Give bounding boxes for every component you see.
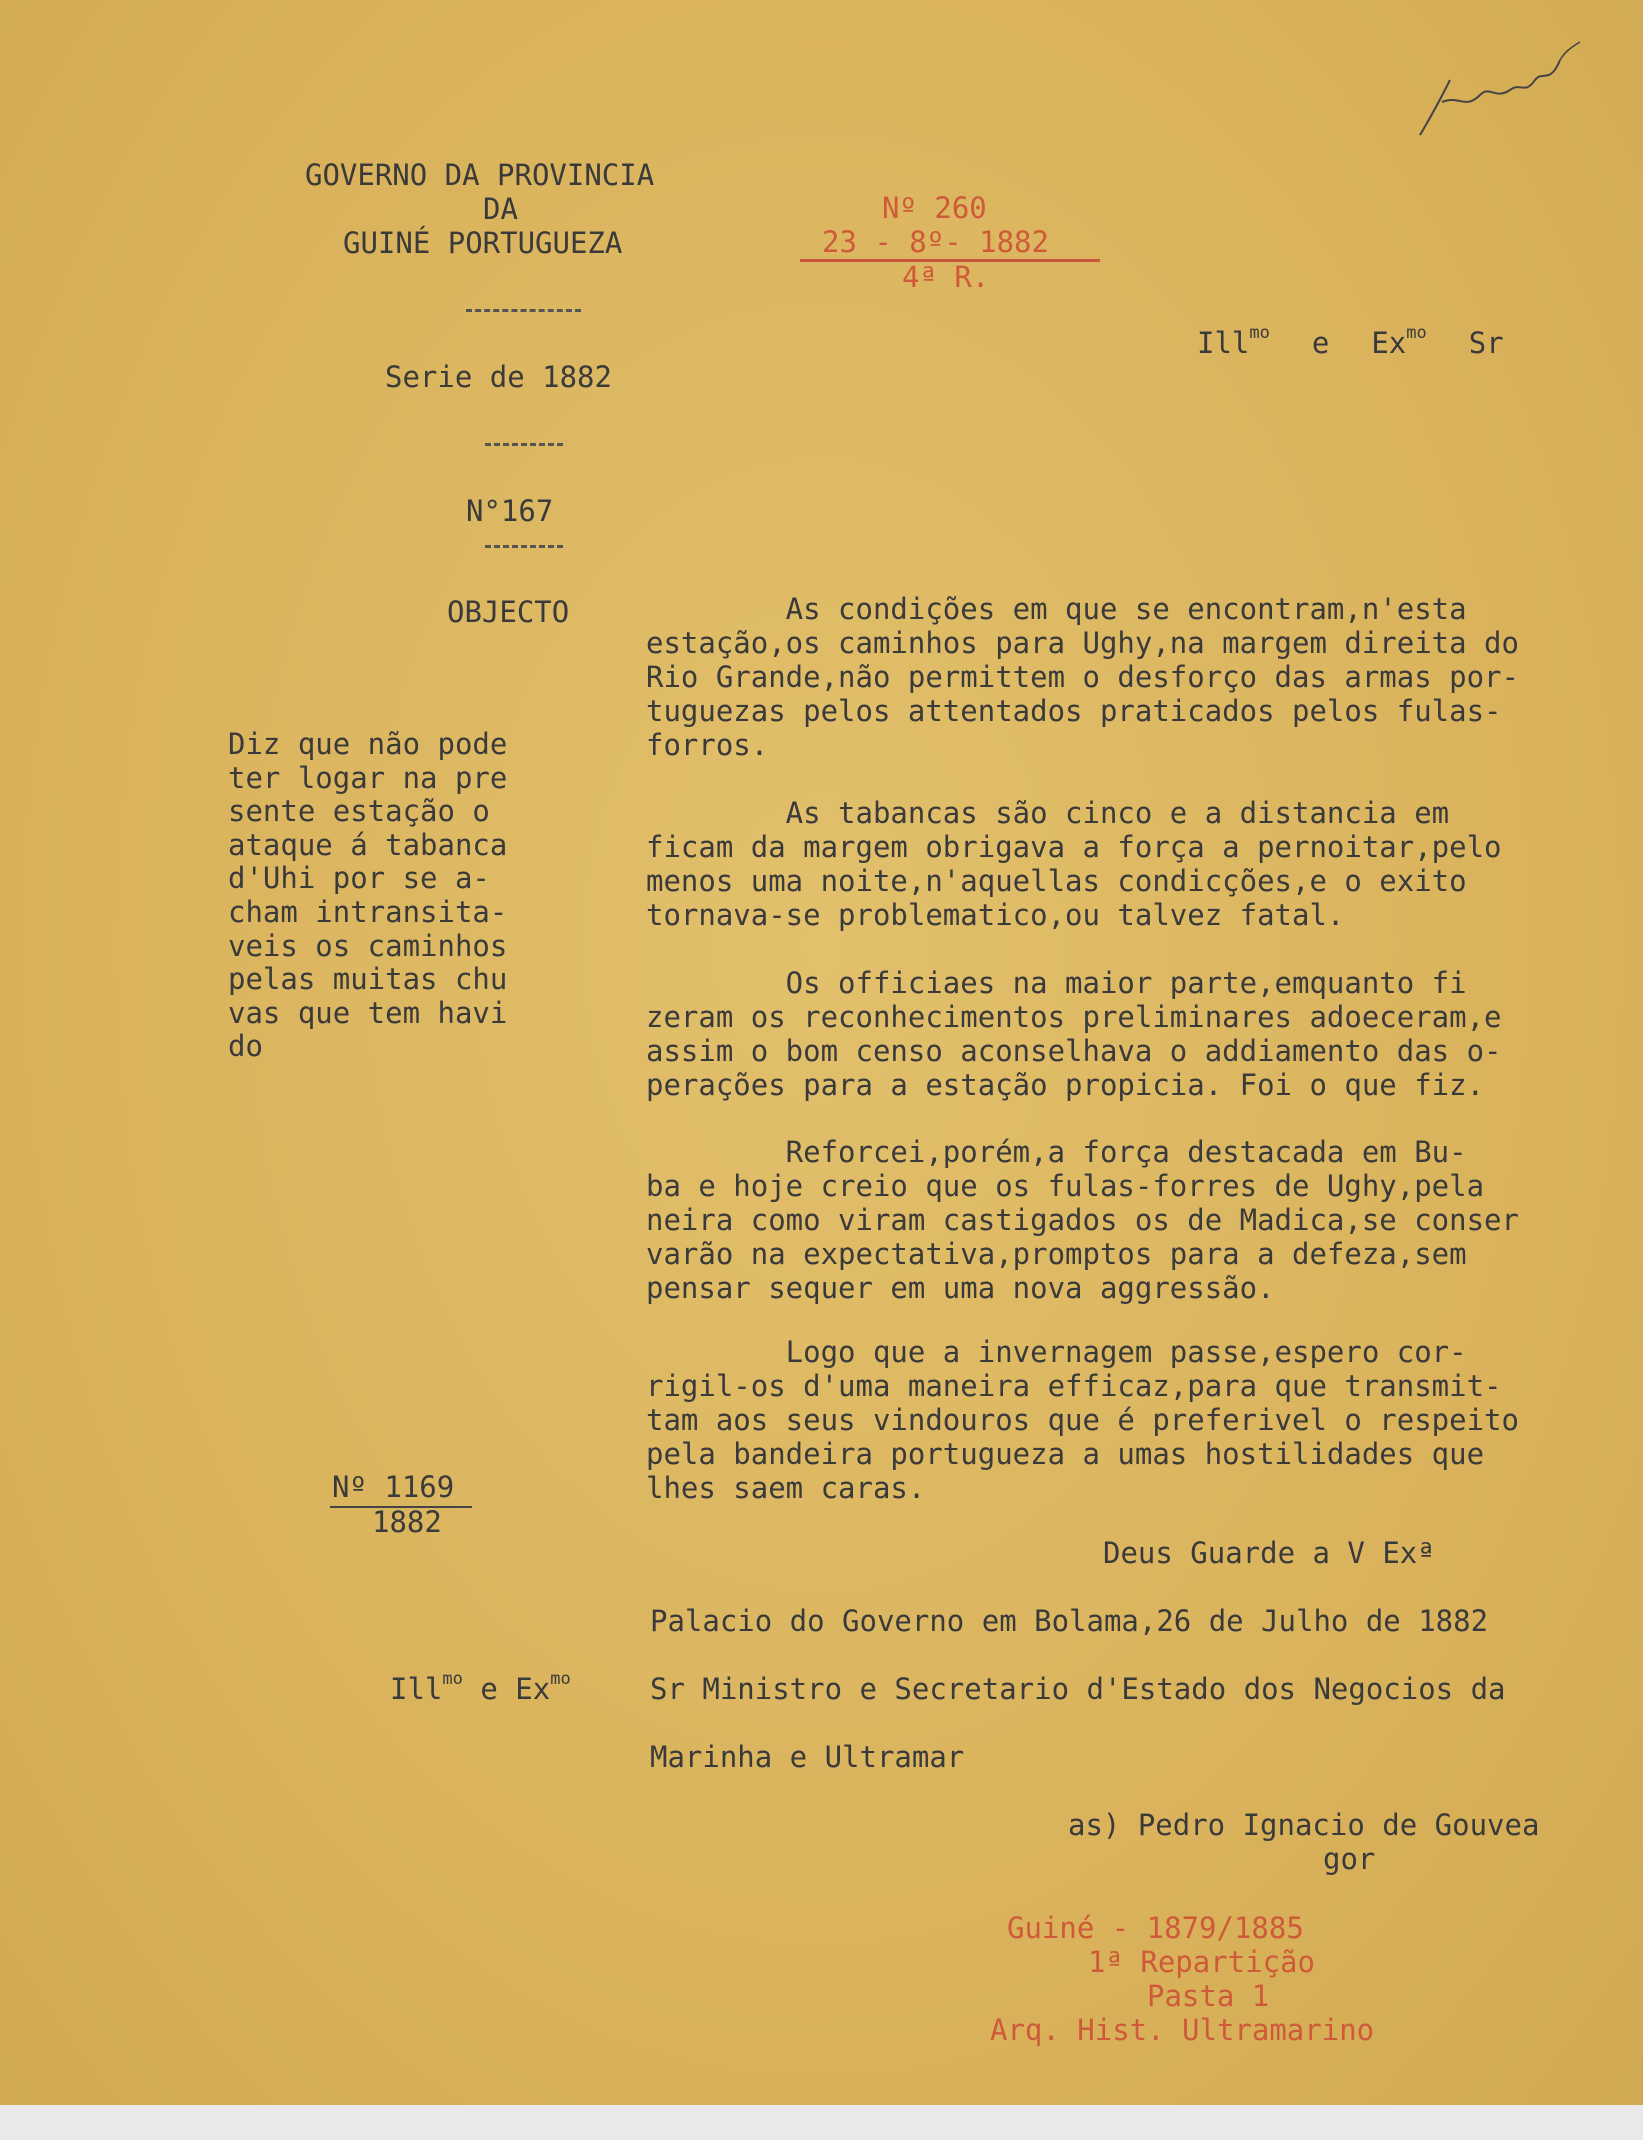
number-value: 167 xyxy=(500,494,554,528)
line: lhes saem caras. xyxy=(646,1471,926,1505)
divider-1 xyxy=(466,309,581,312)
header-line-3: GUINÉ PORTUGUEZA xyxy=(343,226,623,260)
line: tam aos seus vindouros que é preferivel o respeito xyxy=(646,1403,1519,1437)
salutation-and: e xyxy=(1311,326,1330,360)
line: ba e hoje creio que os fulas-forres de Ughy,pela xyxy=(646,1169,1485,1203)
salutation-ill-sup: mo xyxy=(1249,323,1270,344)
closing-deus-guarde: Deus Guarde a V Exª xyxy=(1103,1536,1435,1570)
line: assim o bom censo aconselhava o addiamento das o- xyxy=(646,1034,1502,1068)
archive-line-2: 1ª Repartição xyxy=(1088,1945,1315,1979)
salutation-sr: Sr xyxy=(1468,326,1504,360)
salutation-ex: Ex xyxy=(1371,326,1407,360)
line: Reforcei,porém,a força destacada em Bu- xyxy=(646,1135,1467,1169)
number-prefix: N° xyxy=(466,494,501,528)
line: zeram os reconhecimentos preliminares adoeceram,e xyxy=(646,1000,1502,1034)
line: As tabancas são cinco e a distancia em xyxy=(646,796,1450,830)
line: Os officiaes na maior parte,emquanto fi xyxy=(646,966,1467,1000)
handwritten-initials xyxy=(1410,40,1590,150)
addressee-ex-sup: mo xyxy=(550,1669,571,1690)
document-number xyxy=(466,494,553,528)
line: tuguezas pelos attentados praticados pelos fulas- xyxy=(646,694,1502,728)
addressee-ex: Ex xyxy=(515,1672,551,1706)
line: estação,os caminhos para Ughy,na margem direita do xyxy=(646,626,1519,660)
divider-2 xyxy=(485,443,563,446)
stamp-rep: 4ª R. xyxy=(902,260,990,294)
paragraph-5 xyxy=(646,1335,1636,1505)
signatory-title: gor xyxy=(1323,1842,1376,1876)
objecto-label: OBJECTO xyxy=(447,595,570,629)
addressee-ill: Ill xyxy=(390,1672,443,1706)
line: As condições em que se encontram,n'esta xyxy=(646,592,1467,626)
ref-year: 1882 xyxy=(372,1505,442,1539)
paragraph-1 xyxy=(646,592,1636,762)
stamp-number: Nº 260 xyxy=(882,191,987,225)
stamp-date: 23 - 8º- 1882 xyxy=(822,225,1049,259)
line: ficam da margem obrigava a força a pernoitar,pelo xyxy=(646,830,1502,864)
salutation xyxy=(1197,323,1504,360)
line: Rio Grande,não permittem o desforço das armas por- xyxy=(646,660,1519,694)
addressee-title xyxy=(390,1669,571,1706)
line: pensar sequer em uma nova aggressão. xyxy=(646,1271,1275,1305)
signatory: as) Pedro Ignacio de Gouvea xyxy=(1068,1808,1540,1842)
closing-palacio: Palacio do Governo em Bolama,26 de Julho de 1882 xyxy=(650,1604,1489,1638)
archive-line-1: Guiné - 1879/1885 xyxy=(1007,1911,1304,1945)
addressee-and: e xyxy=(480,1672,498,1706)
addressee-ill-sup: mo xyxy=(442,1669,463,1690)
paragraph-4 xyxy=(646,1135,1636,1305)
divider-3 xyxy=(485,545,563,548)
line: forros. xyxy=(646,728,769,762)
margin-summary: Diz que não pode ter logar na pre sente estação o ataque á tabanca d'Uhi por se a- cham intransita- veis os caminhos pelas muitas chu vas que tem havi do xyxy=(228,727,508,1064)
paragraph-2 xyxy=(646,796,1636,932)
line: neira como viram castigados os de Madica,se conser xyxy=(646,1203,1519,1237)
addressee-line-2: Marinha e Ultramar xyxy=(650,1740,965,1774)
line: perações para a estação propicia. Foi o que fiz. xyxy=(646,1068,1485,1102)
ref-number: Nº 1169 xyxy=(332,1470,455,1504)
header-line-2: DA xyxy=(483,192,518,226)
salutation-ex-sup: mo xyxy=(1406,323,1427,344)
header-line-1: GOVERNO DA PROVINCIA xyxy=(305,158,655,192)
paragraph-3 xyxy=(646,966,1636,1102)
line: Logo que a invernagem passe,espero cor- xyxy=(646,1335,1467,1369)
line: pela bandeira portugueza a umas hostilidades que xyxy=(646,1437,1485,1471)
line: tornava-se problematico,ou talvez fatal. xyxy=(646,898,1345,932)
line: rigil-os d'uma maneira efficaz,para que transmit- xyxy=(646,1369,1502,1403)
archive-line-3: Pasta 1 xyxy=(1147,1979,1270,2013)
line: menos uma noite,n'aquellas condicções,e o exito xyxy=(646,864,1467,898)
scan-bottom-strip xyxy=(0,2105,1643,2140)
line: varão na expectativa,promptos para a defeza,sem xyxy=(646,1237,1467,1271)
archive-line-4: Arq. Hist. Ultramarino xyxy=(990,2013,1375,2047)
serie-label: Serie de 1882 xyxy=(385,360,612,394)
addressee-line-1: Sr Ministro e Secretario d'Estado dos Negocios da xyxy=(650,1672,1506,1706)
salutation-ill: Ill xyxy=(1197,326,1250,360)
